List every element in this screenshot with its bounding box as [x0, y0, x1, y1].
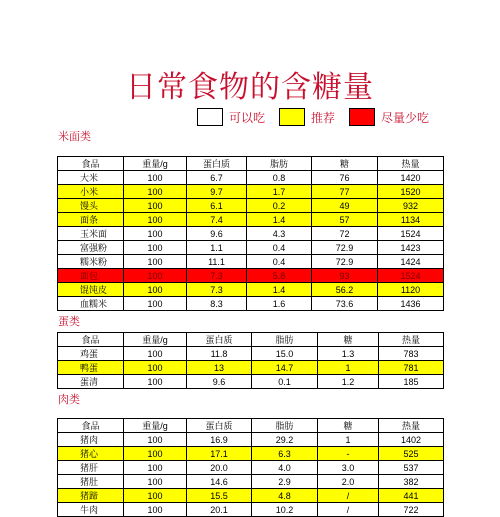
table-cell: 8.3	[187, 297, 247, 311]
table-row	[58, 461, 444, 475]
column-header: 蛋白质	[187, 419, 252, 433]
column-header: 脂肪	[252, 419, 318, 433]
table-cell: 1520	[378, 185, 444, 199]
table-cell: 100	[124, 269, 187, 283]
food-name-cell: 富强粉	[58, 241, 124, 255]
table-cell: 382	[379, 475, 444, 489]
column-header: 脂肪	[252, 333, 318, 347]
column-header: 热量	[379, 419, 444, 433]
table-cell: 20.1	[187, 503, 252, 517]
section-label-grains: 米面类	[58, 130, 91, 143]
food-name-cell: 面条	[58, 213, 124, 227]
table-row	[58, 185, 444, 199]
table-cell: 722	[379, 503, 444, 517]
table-cell: 57	[312, 213, 378, 227]
legend-label-recommend: 推荐	[311, 110, 336, 125]
table-cell: 1.6	[247, 297, 312, 311]
food-name-cell: 大米	[58, 171, 124, 185]
table-cell: 14.7	[252, 361, 318, 375]
column-header: 糖	[318, 419, 379, 433]
table-cell: 1424	[378, 255, 444, 269]
table-cell: 29.2	[252, 433, 318, 447]
table-cell: 100	[124, 185, 187, 199]
table-cell: 6.3	[252, 447, 318, 461]
legend-label-ok: 可以吃	[229, 110, 266, 125]
table-row	[58, 269, 444, 283]
table-cell: 1.2	[318, 375, 379, 389]
table-cell: 1.3	[318, 347, 379, 361]
grains-table	[57, 156, 444, 311]
table-cell: 1436	[378, 297, 444, 311]
table-cell: 1.4	[247, 283, 312, 297]
table-cell: 100	[124, 171, 187, 185]
table-cell: 9.6	[187, 375, 252, 389]
table-row	[58, 361, 444, 375]
table-cell: 1	[318, 433, 379, 447]
table-cell: 2.0	[318, 475, 379, 489]
table-row	[58, 199, 444, 213]
table-cell: 6.1	[187, 199, 247, 213]
table-row	[58, 375, 444, 389]
table-cell: 76	[312, 171, 378, 185]
table-row	[58, 447, 444, 461]
food-name-cell: 猪蹄	[58, 489, 124, 503]
table-cell: 16.9	[187, 433, 252, 447]
table-cell: 783	[379, 347, 444, 361]
table-cell: 100	[124, 461, 187, 475]
table-cell: 56.2	[312, 283, 378, 297]
table-header-row	[58, 333, 444, 347]
table-cell: 17.1	[187, 447, 252, 461]
table-cell: 6.7	[187, 171, 247, 185]
table-row	[58, 347, 444, 361]
table-cell: /	[318, 503, 379, 517]
table-cell: 1134	[378, 213, 444, 227]
table-cell: 11.1	[187, 255, 247, 269]
table-cell: 7.4	[187, 213, 247, 227]
table-cell: 0.8	[247, 171, 312, 185]
table-cell: 100	[124, 199, 187, 213]
food-name-cell: 馄饨皮	[58, 283, 124, 297]
table-cell: 3.0	[318, 461, 379, 475]
table-row	[58, 475, 444, 489]
section-label-eggs: 蛋类	[58, 315, 80, 328]
table-cell: 1420	[378, 171, 444, 185]
table-cell: 15.0	[252, 347, 318, 361]
legend-swatch-ok	[197, 108, 223, 126]
table-cell: 2.9	[252, 475, 318, 489]
table-row	[58, 255, 444, 269]
table-cell: 5.8	[247, 269, 312, 283]
table-cell: 11.8	[187, 347, 252, 361]
table-cell: 72.9	[312, 255, 378, 269]
table-cell: 9.6	[187, 227, 247, 241]
column-header: 重量/g	[124, 157, 187, 171]
table-cell: 0.4	[247, 255, 312, 269]
table-cell: 932	[378, 199, 444, 213]
table-header-row	[58, 419, 444, 433]
table-cell: 9.7	[187, 185, 247, 199]
food-name-cell: 猪肚	[58, 475, 124, 489]
table-row	[58, 213, 444, 227]
table-cell: 100	[124, 347, 187, 361]
column-header: 热量	[379, 333, 444, 347]
table-cell: 100	[124, 447, 187, 461]
table-cell: 1524	[378, 269, 444, 283]
table-row	[58, 241, 444, 255]
table-cell: 73.6	[312, 297, 378, 311]
table-row	[58, 227, 444, 241]
meat-table	[57, 418, 444, 517]
table-cell: 1423	[378, 241, 444, 255]
food-name-cell: 糯米粉	[58, 255, 124, 269]
food-name-cell: 鸡蛋	[58, 347, 124, 361]
column-header: 蛋白质	[187, 333, 252, 347]
legend-label-avoid: 尽量少吃	[381, 110, 430, 125]
table-cell: 1402	[379, 433, 444, 447]
table-cell: 49	[312, 199, 378, 213]
table-cell: 441	[379, 489, 444, 503]
table-header-row	[58, 157, 444, 171]
table-cell: 14.6	[187, 475, 252, 489]
table-cell: 4.3	[247, 227, 312, 241]
food-name-cell: 小米	[58, 185, 124, 199]
column-header: 重量/g	[124, 419, 187, 433]
table-cell: 13	[187, 361, 252, 375]
table-cell: 1120	[378, 283, 444, 297]
table-cell: 0.1	[252, 375, 318, 389]
table-cell: 100	[124, 475, 187, 489]
legend-swatch-recommend	[279, 108, 305, 126]
table-cell: 72.9	[312, 241, 378, 255]
table-cell: 7.3	[187, 269, 247, 283]
table-cell: 525	[379, 447, 444, 461]
table-cell: 4.8	[252, 489, 318, 503]
table-row	[58, 297, 444, 311]
table-cell: 72	[312, 227, 378, 241]
legend-swatch-avoid	[349, 108, 375, 126]
table-cell: 7.3	[187, 283, 247, 297]
section-label-meat: 肉类	[58, 393, 80, 406]
table-cell: 100	[124, 375, 187, 389]
table-cell: 100	[124, 283, 187, 297]
table-cell: 100	[124, 227, 187, 241]
column-header: 糖	[318, 333, 379, 347]
table-cell: /	[318, 489, 379, 503]
table-cell: 100	[124, 489, 187, 503]
table-cell: 100	[124, 361, 187, 375]
food-name-cell: 面包	[58, 269, 124, 283]
page-title: 日常食物的含糖量	[126, 70, 374, 105]
table-row	[58, 433, 444, 447]
food-name-cell: 玉米面	[58, 227, 124, 241]
column-header: 蛋白质	[187, 157, 247, 171]
column-header: 食品	[58, 333, 124, 347]
food-name-cell: 猪肉	[58, 433, 124, 447]
table-cell: 4.0	[252, 461, 318, 475]
table-cell: 185	[379, 375, 444, 389]
table-cell: 1.4	[247, 213, 312, 227]
table-cell: 781	[379, 361, 444, 375]
table-cell: 77	[312, 185, 378, 199]
table-cell: 100	[124, 213, 187, 227]
column-header: 食品	[58, 157, 124, 171]
food-name-cell: 鸭蛋	[58, 361, 124, 375]
table-cell: 100	[124, 433, 187, 447]
table-cell: 1524	[378, 227, 444, 241]
table-cell: 100	[124, 241, 187, 255]
table-cell: 537	[379, 461, 444, 475]
table-cell: 20.0	[187, 461, 252, 475]
table-cell: 0.2	[247, 199, 312, 213]
table-row	[58, 283, 444, 297]
table-row	[58, 171, 444, 185]
table-cell: 10.2	[252, 503, 318, 517]
table-cell: 1.1	[187, 241, 247, 255]
food-name-cell: 蛋清	[58, 375, 124, 389]
table-cell: 0.4	[247, 241, 312, 255]
table-cell: 100	[124, 503, 187, 517]
column-header: 糖	[312, 157, 378, 171]
food-name-cell: 猪肝	[58, 461, 124, 475]
table-cell: 100	[124, 255, 187, 269]
table-cell: 1.7	[247, 185, 312, 199]
column-header: 热量	[378, 157, 444, 171]
column-header: 重量/g	[124, 333, 187, 347]
column-header: 食品	[58, 419, 124, 433]
eggs-table	[57, 332, 444, 389]
table-cell: 100	[124, 297, 187, 311]
food-name-cell: 猪心	[58, 447, 124, 461]
table-cell: -	[318, 447, 379, 461]
food-name-cell: 馒头	[58, 199, 124, 213]
legend	[197, 106, 443, 128]
table-cell: 93	[312, 269, 378, 283]
food-name-cell: 牛肉	[58, 503, 124, 517]
table-cell: 15.5	[187, 489, 252, 503]
table-row	[58, 489, 444, 503]
column-header: 脂肪	[247, 157, 312, 171]
table-row	[58, 503, 444, 517]
food-name-cell: 血糯米	[58, 297, 124, 311]
table-cell: 1	[318, 361, 379, 375]
